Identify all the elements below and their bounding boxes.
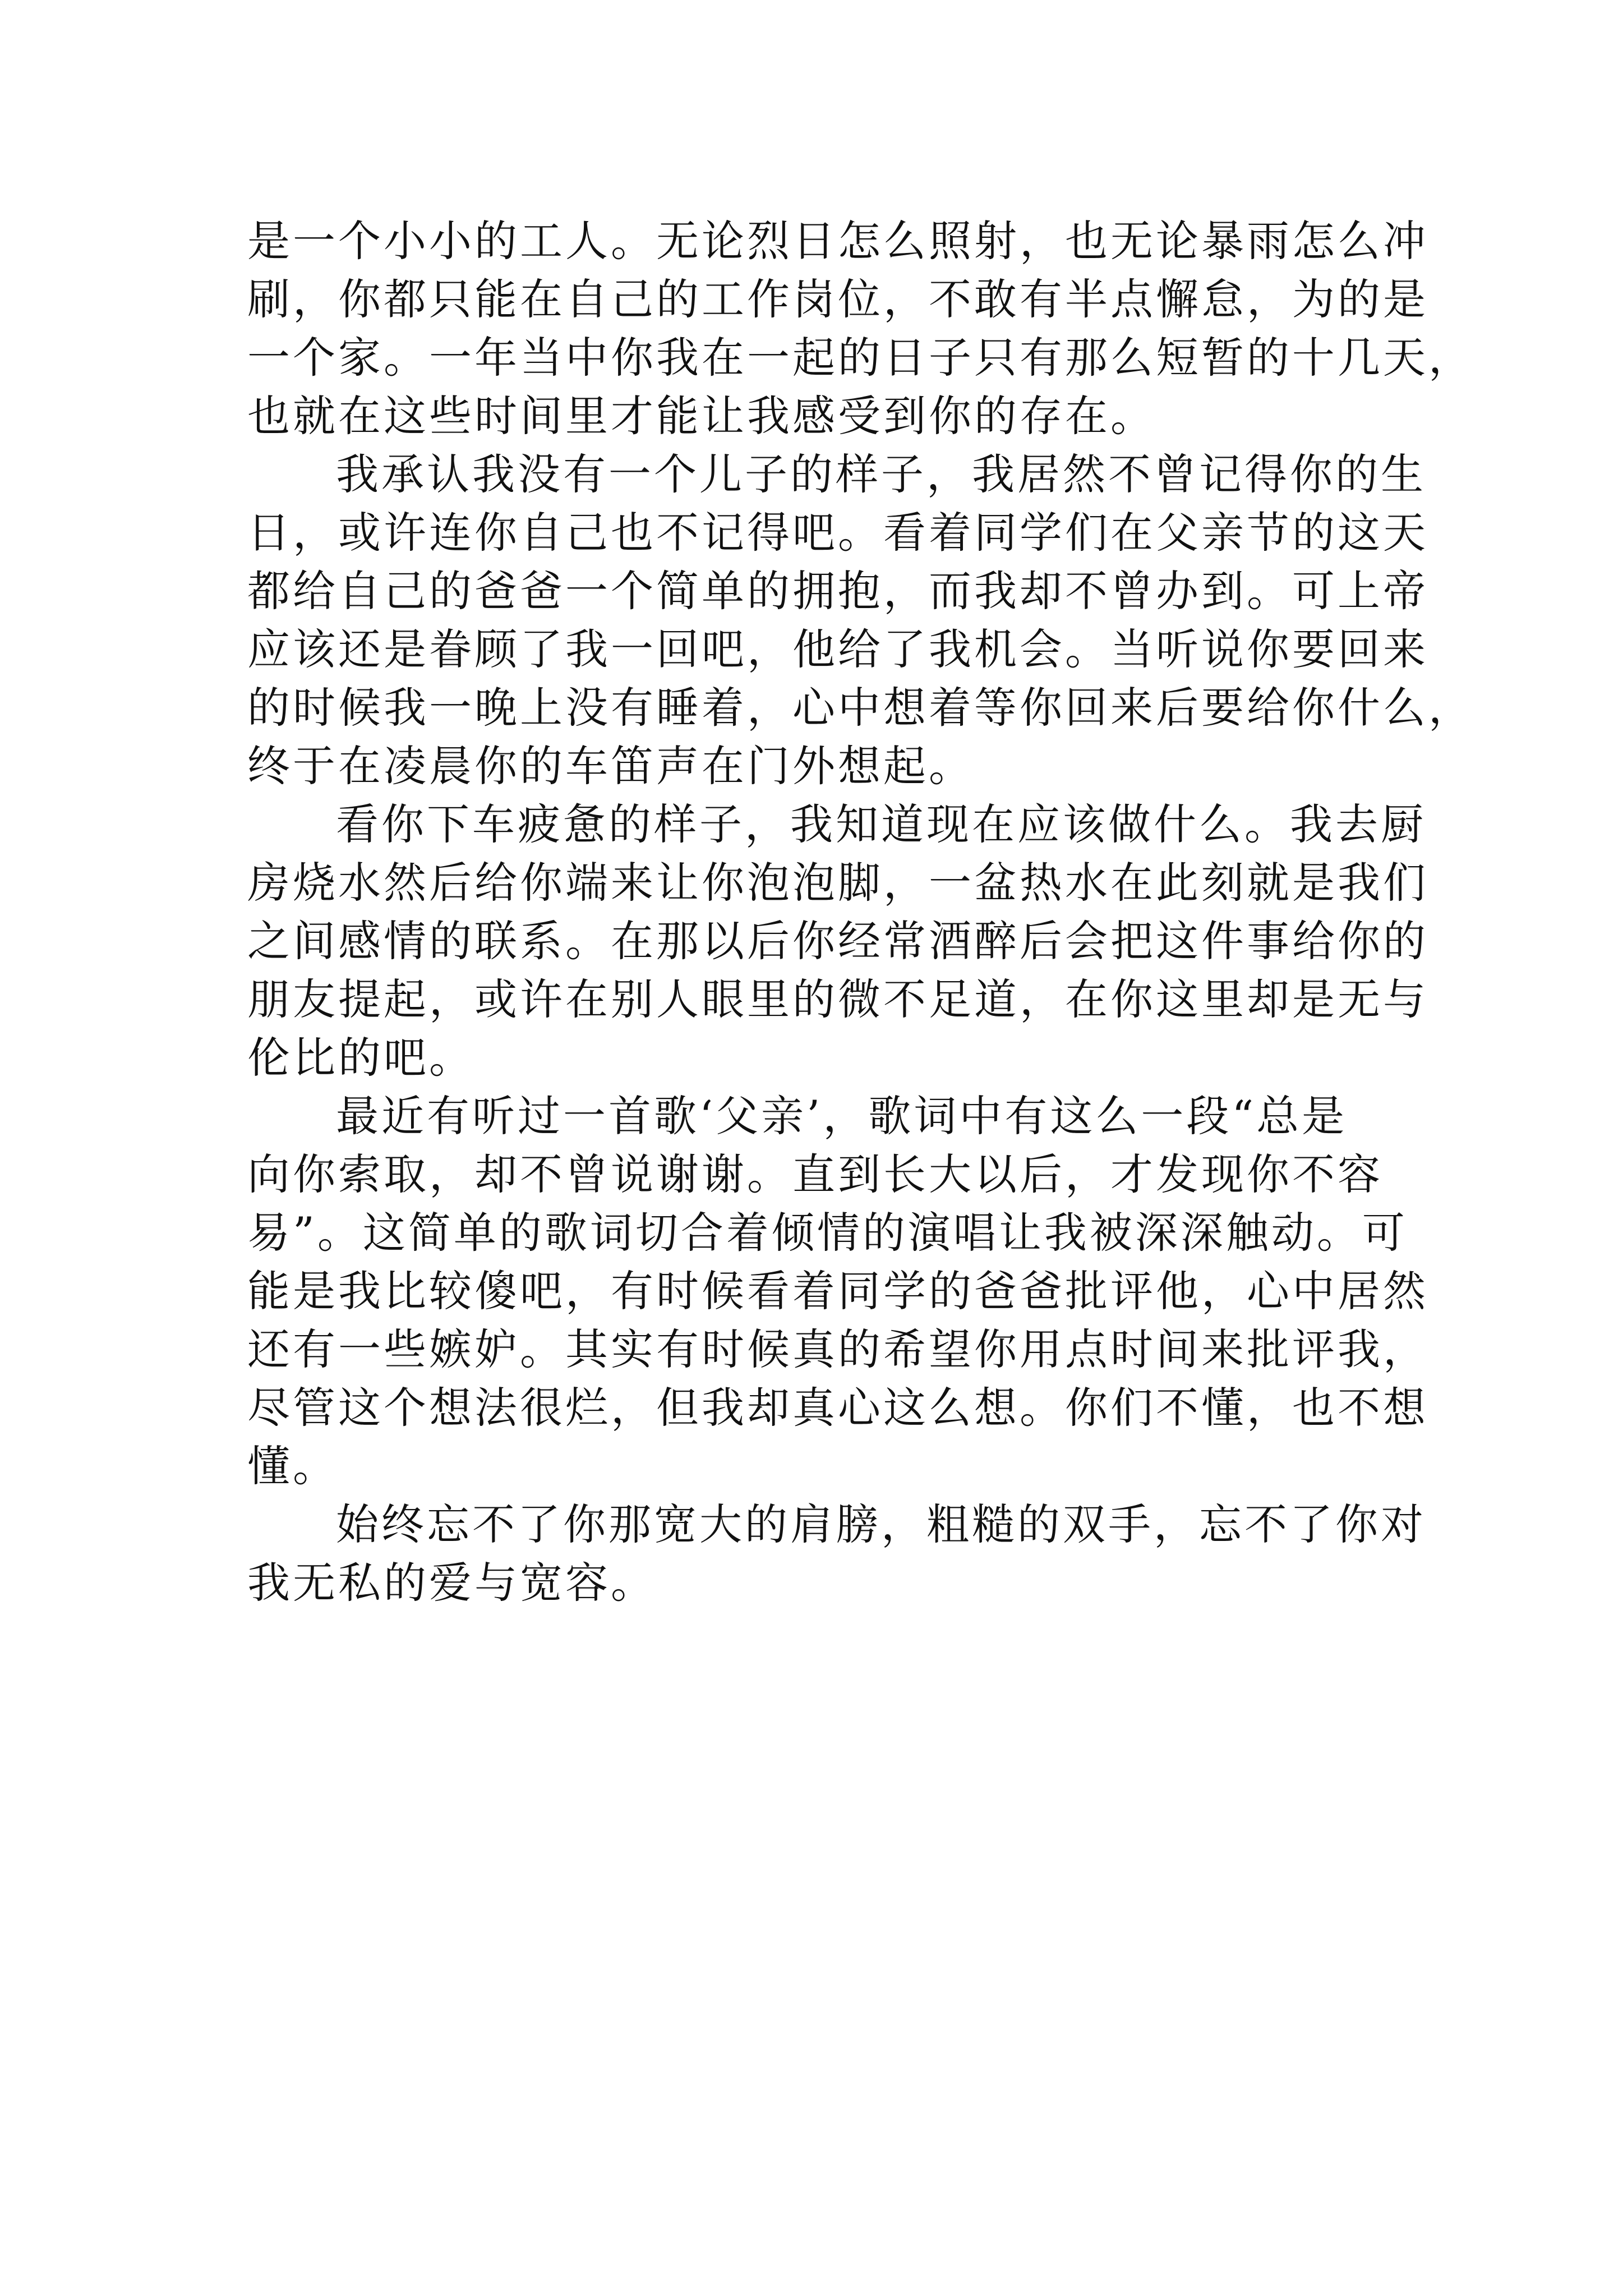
text-line: 始终忘不了你那宽大的肩膀，粗糙的双手，忘不了你对 [336,1499,1426,1549]
text-line: 看你下车疲惫的样子，我知道现在应该做什么。我去厨 [336,799,1426,849]
text-line: 应该还是眷顾了我一回吧，他给了我机会。当听说你要回来 [247,624,1428,674]
text-line: 都给自己的爸爸一个简单的拥抱，而我却不曾办到。可上帝 [247,566,1428,616]
text-line: 的时候我一晚上没有睡着，心中想着等你回来后要给你什么， [247,683,1474,733]
text-line: 一个家。一年当中你我在一起的日子只有那么短暂的十几天， [247,333,1474,383]
paragraph-2 [247,445,1474,795]
text-line: 能是我比较傻吧，有时候看着同学的爸爸批评他，心中居然 [247,1266,1428,1316]
text-line: 之间感情的联系。在那以后你经常酒醉后会把这件事给你的 [247,916,1428,966]
text-line: 刷，你都只能在自己的工作岗位，不敢有半点懈怠，为的是 [247,274,1428,324]
text-line: 还有一些嫉妒。其实有时候真的希望你用点时间来批评我， [247,1324,1428,1374]
text-line: 伦比的吧。 [247,1033,474,1083]
text-line: 易”。这简单的歌词切合着倾情的演唱让我被深深触动。可 [247,1208,1408,1258]
text-line: 日，或许连你自己也不记得吧。看着同学们在父亲节的这天 [247,508,1428,558]
text-line: 向你索取，却不曾说谢谢。直到长大以后，才发现你不容 [247,1149,1383,1199]
text-line: 房烧水然后给你端来让你泡泡脚，一盆热水在此刻就是我们 [247,858,1428,908]
text-line: 最近有听过一首歌‘父亲’，歌词中有这么一段“总是 [336,1091,1348,1141]
text-line: 也就在这些时间里才能让我感受到你的存在。 [247,391,1156,441]
text-line: 朋友提起，或许在别人眼里的微不足道，在你这里却是无与 [247,974,1428,1024]
text-line: 我承认我没有一个儿子的样子，我居然不曾记得你的生 [336,449,1426,499]
text-line: 尽管这个想法很烂，但我却真心这么想。你们不懂，也不想 [247,1383,1428,1433]
paragraph-4 [247,1087,1428,1496]
paragraph-3 [247,795,1428,1087]
document-body [247,212,1474,1612]
paragraph-1 [247,212,1474,445]
text-line: 我无私的爱与宽容。 [247,1558,656,1608]
text-line: 终于在凌晨你的车笛声在门外想起。 [247,741,974,791]
text-line: 是一个小小的工人。无论烈日怎么照射，也无论暴雨怎么冲 [247,216,1428,266]
paragraph-5 [247,1496,1426,1612]
text-line: 懂。 [247,1441,338,1491]
